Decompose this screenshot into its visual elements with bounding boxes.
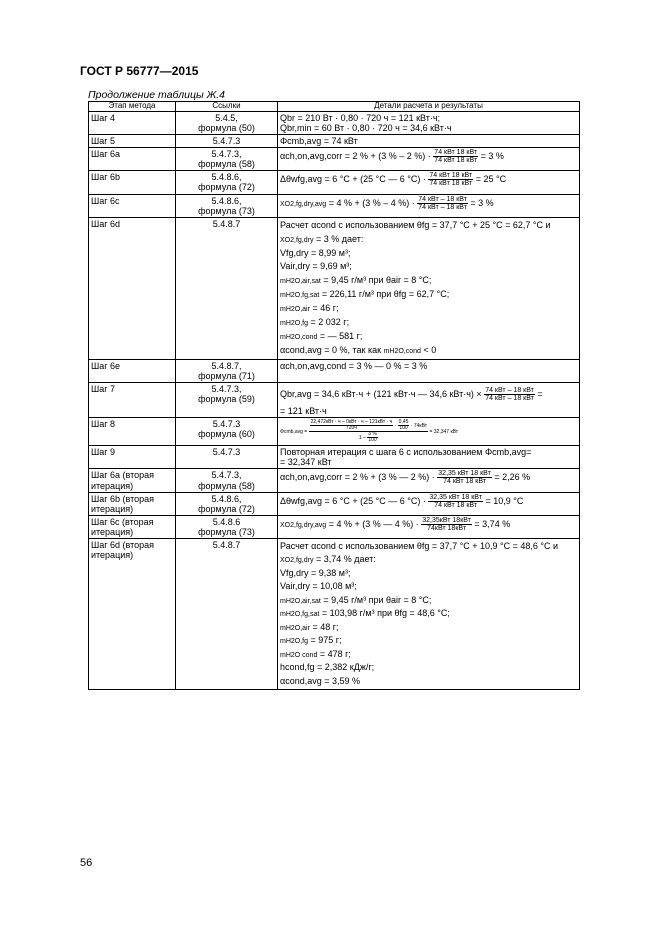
ref-cell: 5.4.7.3 xyxy=(176,135,278,148)
table-row xyxy=(89,360,580,383)
table-row xyxy=(89,135,580,148)
ref-cell: 5.4.5, формула (50) xyxy=(176,111,278,134)
stage-cell: Шаг 6а (вторая итерация) xyxy=(89,469,176,492)
ref-cell: 5.4.8.7, формула (71) xyxy=(176,360,278,383)
details-cell: αch,on,avg,corr = 2 % + (3 % – 2 %) · $\frac{\text{74 кВт 18 кВт}}{\text{74 кВт 18 кВт}}$ = 3 % xyxy=(278,148,580,171)
details-cell: Повторная итерация с шага 6 с использованием Φcmb,avg= = 32,347 кВт xyxy=(278,446,580,469)
table-row xyxy=(89,111,580,134)
details-cell: Qbr,avg = 34,6 кВт·ч + (121 кВт·ч — 34,6 кВт·ч) × $\frac{\text{74 кВт – 18 кВт}}{\text{74 кВт – 18 кВт}}$ = = 121 кВт·ч xyxy=(278,383,580,418)
fraction: $\frac{\text{32,35 кВт 18 кВт}}{\text{74 кВт 18 кВт}}$ xyxy=(438,470,491,486)
fraction: $\frac{\text{74 кВт 18 кВт}}{\text{74 кВт 18 кВт}}$ xyxy=(434,149,478,165)
table-header-row xyxy=(89,102,580,112)
stage-cell: Шаг 6с xyxy=(89,194,176,217)
stage-cell: Шаг 7 xyxy=(89,383,176,418)
stage-cell: Шаг 6b (вторая итерация) xyxy=(89,492,176,515)
fraction: $\frac{\text{32,35 кВт 18 кВт}}{\text{74 кВт 18 кВт}}$ xyxy=(429,493,482,509)
page-number: 56 xyxy=(80,857,93,869)
stage-cell: Шаг 6е xyxy=(89,360,176,383)
table-row xyxy=(89,171,580,194)
ref-cell: 5.4.7.3 xyxy=(176,446,278,469)
table-row xyxy=(89,148,580,171)
calculation-table xyxy=(88,101,580,690)
details-cell: Φcmb,avg = 74 кВт xyxy=(278,135,580,148)
ref-cell: 5.4.7.3, формула (58) xyxy=(176,148,278,171)
details-cell: Δθwfg,avg = 6 °C + (25 °C — 6 °C) · $\frac{\text{32,35 кВт 18 кВт}}{\text{74 кВт 18 кВт}}$ = 10,9 °C xyxy=(278,492,580,515)
table-row xyxy=(89,194,580,217)
stage-cell: Шаг 6с (вторая итерация) xyxy=(89,515,176,538)
column-header-refs: Ссылки xyxy=(176,102,278,112)
fraction: $\frac{\text{74 кВт – 18 кВт}}{\text{74 кВт – 18 кВт}}$ xyxy=(418,195,467,211)
table-row xyxy=(89,492,580,515)
ref-cell: 5.4.7.3 формула (60) xyxy=(176,418,278,446)
ref-cell: 5.4.8.6, формула (73) xyxy=(176,194,278,217)
stage-cell: Шаг 8 xyxy=(89,418,176,446)
document-code: ГОСТ Р 56777—2015 xyxy=(80,64,199,78)
ref-cell: 5.4.8.7 xyxy=(176,538,278,690)
details-cell: Расчет αcond с использованием θfg = 37,7 °C + 25 °C = 62,7 °C и XO2,fg,dry = 3 % дает: Vfg,dry = 8,99 м³; Vair,dry = 9,69 м³; mH2O,air,sat = 9,45 г/м³ при θair = 8 °C; mH2O,fg,sat = 226,11 г/м³ при θfg = 62,7 °C; mH2O,air = 46 г; mH2O,fg = 2 032 г; mH2O,cond = — 581 г; αcond,avg = 0 %, так как mH2O,cond < 0 xyxy=(278,217,580,359)
stage-cell: Шаг 9 xyxy=(89,446,176,469)
details-cell: Φcmb,avg = $\frac{\text{22,472кВт · ч – 0кВт · ч – 121кВт · ч}}{720ч}$ · $\frac{0,45}{100}$ · 74кВт 1 – $\frac{3 \%}{100}$ = 32,347 кВт xyxy=(278,418,580,446)
fraction: $\frac{\text{74 кВт 18 кВт}}{\text{74 кВт 18 кВт}}$ xyxy=(429,172,473,188)
details-cell: XO2,fg,dry,avg = 4 % + (3 % – 4 %) · $\frac{\text{74 кВт – 18 кВт}}{\text{74 кВт – 18 кВт}}$ = 3 % xyxy=(278,194,580,217)
fraction: $\frac{\text{74 кВт – 18 кВт}}{\text{74 кВт – 18 кВт}}$ xyxy=(485,387,534,403)
stage-cell: Шаг 6d xyxy=(89,217,176,359)
details-cell: αch,on,avg,corr = 2 % + (3 % — 2 %) · $\frac{\text{32,35 кВт 18 кВт}}{\text{74 кВт 18 кВт}}$ = 2,26 % xyxy=(278,469,580,492)
details-cell: Qbr = 210 Вт · 0,80 · 720 ч = 121 кВт·ч; Qbr,min = 60 Вт · 0,80 · 720 ч = 34,6 кВт·ч xyxy=(278,111,580,134)
table-continuation-caption: Продолжение таблицы Ж.4 xyxy=(88,89,225,101)
details-cell: Расчет αcond с использованием θfg = 37,7 °C + 10,9 °C = 48,6 °C и XO2,fg,dry = 3,74 % дает: Vfg,dry = 9,38 м³; Vair,dry = 10,08 м³; mH2O,air,sat = 9,45 г/м³ при θair = 8 °C; mH2O,fg,sat = 103,98 г/м³ при θfg = 48,6 °C; mH2O,air = 48 г; mH2O,fg = 975 г; mH2O cond = 478 г; hcond,fg = 2,382 кДж/г; αcond,avg = 3,59 % xyxy=(278,538,580,690)
stage-cell: Шаг 6а xyxy=(89,148,176,171)
ref-cell: 5.4.7.3, формула (59) xyxy=(176,383,278,418)
ref-cell: 5.4.8.6 формула (73) xyxy=(176,515,278,538)
table-row xyxy=(89,418,580,446)
table-row xyxy=(89,446,580,469)
table-row xyxy=(89,469,580,492)
fraction: $\frac{\text{22,472кВт · ч – 0кВт · ч – 121кВт · ч}}{720ч}$ · $\frac{0,45}{100}$ · 74кВт 1 – $\frac{3 \%}{100}$ xyxy=(310,419,428,444)
stage-cell: Шаг 6d (вторая итерация) xyxy=(89,538,176,690)
details-cell: Δθwfg,avg = 6 °C + (25 °C — 6 °C) · $\frac{\text{74 кВт 18 кВт}}{\text{74 кВт 18 кВт}}$ = 25 °C xyxy=(278,171,580,194)
fraction: $\frac{\text{32,35кВт 18кВт}}{\text{74кВт 18кВт}}$ xyxy=(422,516,471,532)
table-row xyxy=(89,515,580,538)
table-row xyxy=(89,217,580,359)
details-cell: XO2,fg,dry,avg = 4 % + (3 % — 4 %) · $\frac{\text{32,35кВт 18кВт}}{\text{74кВт 18кВт}}$ = 3,74 % xyxy=(278,515,580,538)
column-header-details: Детали расчета и результаты xyxy=(278,102,580,112)
ref-cell: 5.4.8.6, формула (72) xyxy=(176,171,278,194)
table-row xyxy=(89,383,580,418)
stage-cell: Шаг 5 xyxy=(89,135,176,148)
details-cell: αch,on,avg,cond = 3 % — 0 % = 3 % xyxy=(278,360,580,383)
ref-cell: 5.4.8.6, формула (72) xyxy=(176,492,278,515)
stage-cell: Шаг 4 xyxy=(89,111,176,134)
stage-cell: Шаг 6b xyxy=(89,171,176,194)
table-row xyxy=(89,538,580,690)
ref-cell: 5.4.8.7 xyxy=(176,217,278,359)
ref-cell: 5.4.7.3, формула (58) xyxy=(176,469,278,492)
column-header-stage: Этап метода xyxy=(89,102,176,112)
